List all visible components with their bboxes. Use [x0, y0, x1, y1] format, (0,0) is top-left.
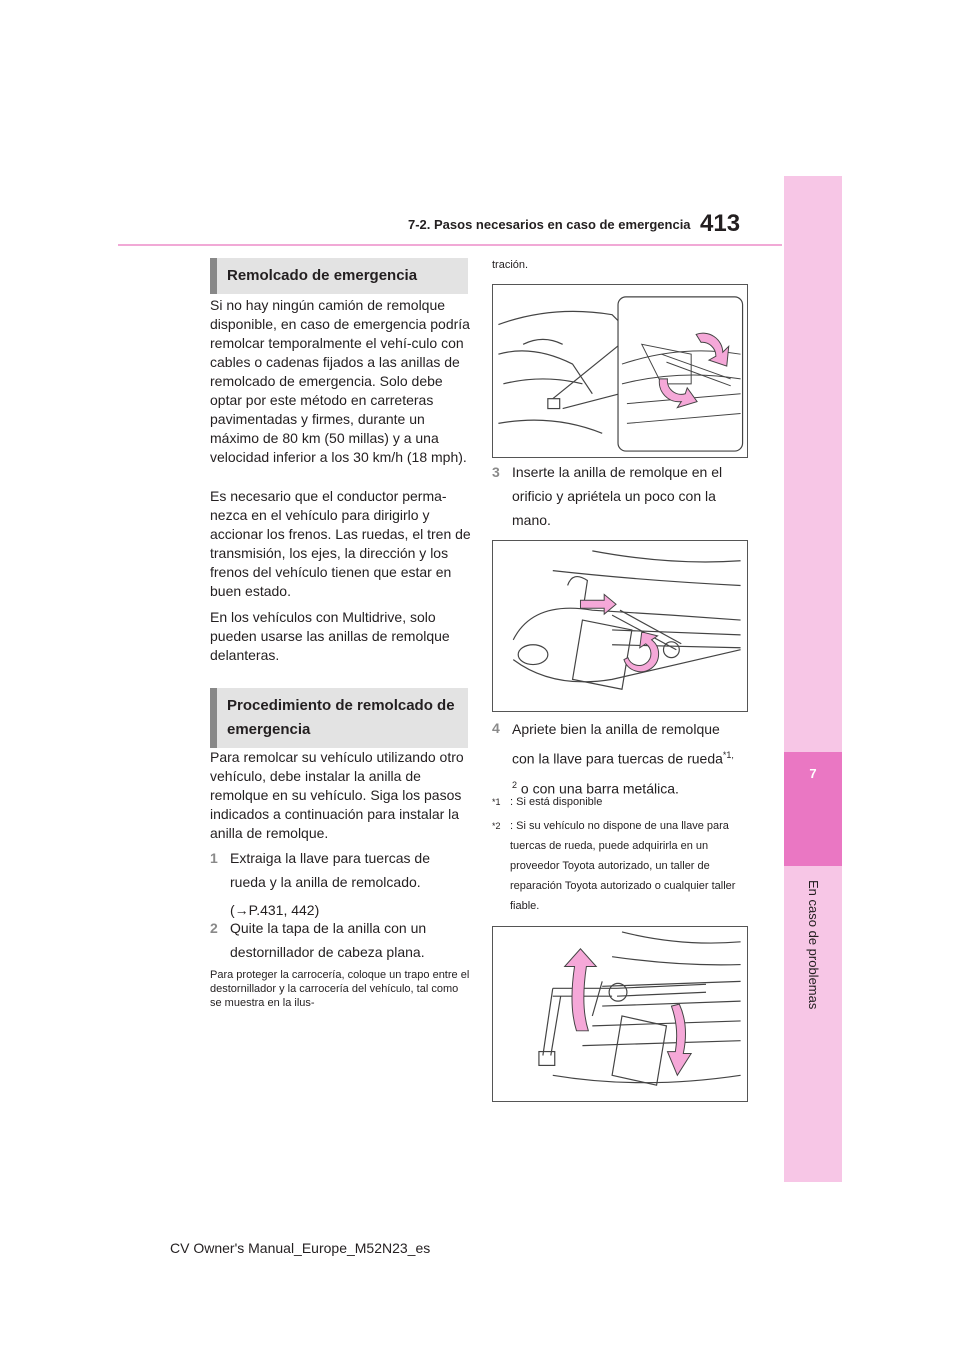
step-3-number: 3 — [492, 464, 500, 480]
step-1-page-ref: (→P.431, 442) — [230, 902, 320, 918]
heading-towing-procedure: Procedimiento de remolcado de emergencia — [210, 688, 468, 748]
step-1-number: 1 — [210, 850, 218, 866]
figure-insert-eye — [492, 540, 748, 712]
step-4-text-a: Apriete bien la anilla de remolque con la llave para tuercas de rueda — [512, 721, 723, 767]
chapter-number: 7 — [809, 766, 817, 781]
paragraph-multidrive: En los vehículos con Multidrive, solo pueden usarse las anillas de remolque delanteras. — [210, 609, 450, 663]
chapter-side-tab — [784, 176, 842, 1182]
paragraph-procedure: Para remolcar su vehículo utilizando otro vehículo, debe instalar la anilla de remolque en su vehículo. Siga los pasos indicados a continuación para instalar la anilla de remolque. — [210, 749, 464, 841]
figure-remove-cover — [492, 284, 748, 458]
note-protect-body: Para proteger la carrocería, coloque un trapo entre el destornillador y la carrocería del vehículo, tal como se muestra en la ilus- — [210, 969, 470, 1009]
step-4-footnote-ref-2: 2 — [512, 779, 518, 790]
note-continuation: tración. — [492, 259, 529, 271]
footnote-1-mark: *1 — [492, 797, 501, 807]
heading-emergency-towing: Remolcado de emergencia — [210, 258, 468, 294]
step-1-text: Extraiga la llave para tuercas de rueda y la anilla de remolcado. — [230, 850, 430, 890]
section-title: 7-2. Pasos necesarios en caso de emergencia — [408, 217, 691, 232]
tow-eye-insert-illustration — [493, 541, 747, 711]
header-rule — [118, 244, 782, 246]
step-4 — [492, 716, 754, 796]
footnote-2-mark: *2 — [492, 821, 501, 831]
step-4-number: 4 — [492, 720, 500, 736]
page-number: 413 — [700, 210, 741, 237]
step-3 — [492, 460, 754, 536]
paragraph-driver: Es necesario que el conductor perma-nezca en el vehículo para dirigirlo y accionar los frenos. Las ruedas, el tren de transmisión, los ejes, la dirección y los frenos del vehículo tienen que estar en buen estado. — [210, 488, 471, 599]
footnote-2 — [492, 816, 754, 916]
step-4-text-b: o con una barra metálica. — [517, 780, 679, 797]
step-2-number: 2 — [210, 920, 218, 936]
paragraph-intro: Si no hay ningún camión de remolque disponible, en caso de emergencia podría remolcar temporalmente el vehí-culo con cables o cadenas fijados a las anillas de remolcado de emergencia. Solo debe optar por este método en carreteras pavimentadas y firmes, durante un máximo de 80 km (50 millas) y a una velocidad inferior a los 30 km/h (18 mph). — [210, 297, 470, 465]
step-2-text: Quite la tapa de la anilla con un destornillador de cabeza plana. — [230, 920, 427, 960]
car-front-screwdriver-illustration — [493, 285, 747, 457]
footnote-1 — [492, 792, 754, 812]
step-4-text — [512, 716, 744, 801]
footnote-2-text: : Si su vehículo no dispone de una llave para tuercas de rueda, puede adquirirla en un proveedor Toyota autorizado, un taller de reparación Toyota autorizado o cualquier taller fiable. — [510, 820, 736, 912]
step-3-text: Inserte la anilla de remolque en el orificio y apriétela un poco con la mano. — [512, 464, 723, 528]
step-2 — [210, 916, 472, 966]
tow-eye-tighten-illustration — [493, 927, 747, 1101]
footer-manual-id: CV Owner's Manual_Europe_M52N23_es — [170, 1240, 431, 1256]
footnote-1-text: : Si está disponible — [510, 796, 603, 808]
step-4-footnote-ref-1: *1, — [722, 750, 734, 760]
chapter-title: En caso de problemas — [806, 880, 821, 1010]
figure-tighten-eye — [492, 926, 748, 1102]
step-1 — [210, 846, 472, 922]
